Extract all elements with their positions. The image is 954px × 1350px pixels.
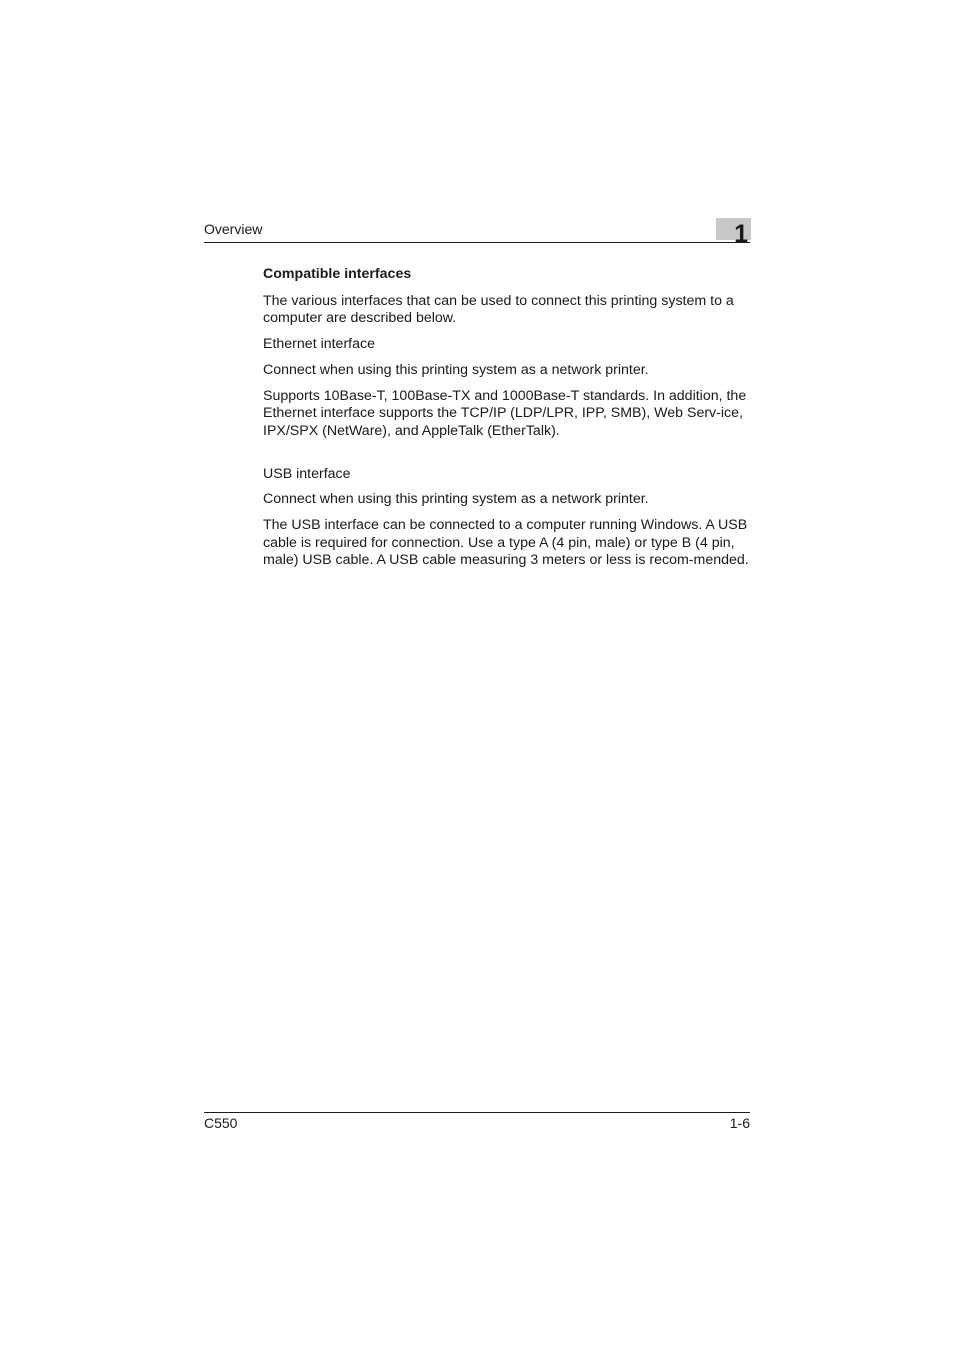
header-divider bbox=[204, 242, 750, 243]
page-body bbox=[263, 266, 753, 578]
chapter-number: 1 bbox=[734, 220, 748, 248]
footer-divider bbox=[204, 1112, 750, 1113]
usb-paragraph-2: The USB interface can be connected to a computer running Windows. A USB cable is required for connection. Use a type A (4 pin, male) or type B (4 pin, male) USB cable. A USB cable measuring 3 meters or less is recom-mended. bbox=[263, 517, 749, 569]
footer-page-number: 1-6 bbox=[729, 1115, 750, 1131]
usb-paragraph-1: Connect when using this printing system as a network printer. bbox=[263, 491, 649, 508]
section-spacer bbox=[263, 449, 753, 466]
ethernet-heading: Ethernet interface bbox=[263, 336, 375, 353]
section-heading: Compatible interfaces bbox=[263, 266, 412, 282]
ethernet-paragraph-2: Supports 10Base-T, 100Base-TX and 1000Base-T standards. In addition, the Ethernet interface supports the TCP/IP (LDP/LPR, IPP, SMB), Web Serv-ice, IPX/SPX (NetWare), and AppleTalk (EtherTalk). bbox=[263, 387, 747, 439]
chapter-tab bbox=[716, 218, 751, 248]
footer-model: C550 bbox=[204, 1115, 238, 1131]
usb-heading: USB interface bbox=[263, 465, 351, 482]
intro-paragraph: The various interfaces that can be used to connect this printing system to a computer are described below. bbox=[263, 292, 734, 327]
running-header-title: Overview bbox=[204, 221, 263, 237]
ethernet-paragraph-1: Connect when using this printing system as a network printer. bbox=[263, 361, 649, 378]
